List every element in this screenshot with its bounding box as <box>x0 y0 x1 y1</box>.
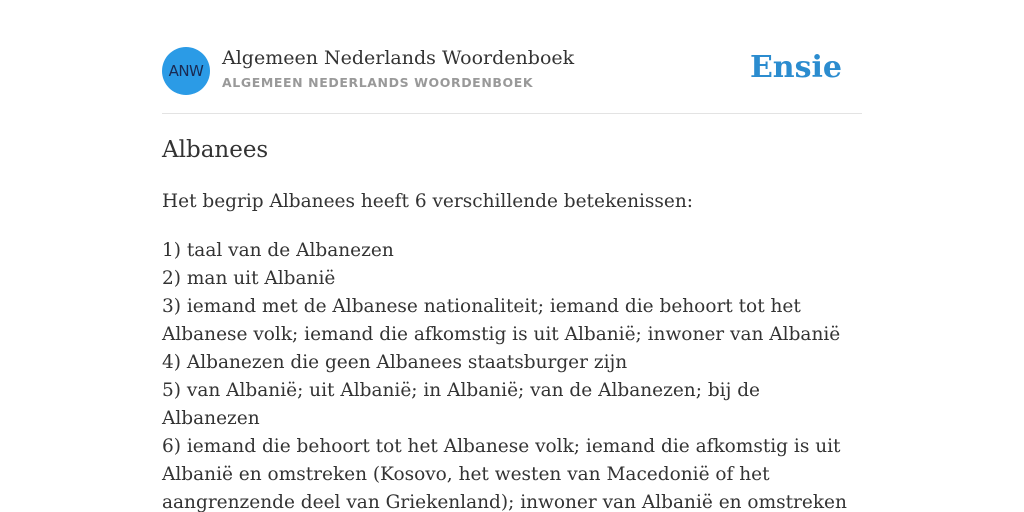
entry-word-title: Albanees <box>162 137 269 163</box>
meaning-item: 5) van Albanië; uit Albanië; in Albanië; van de Albanezen; bij de Albanezen <box>162 380 760 429</box>
meaning-item: 2) man uit Albanië <box>162 268 336 289</box>
meaning-item: 3) iemand met de Albanese nationaliteit; iemand die behoort tot het Albanese volk; iemand die afkomstig is uit Albanië; inwoner van Albanië <box>162 296 841 345</box>
entry-intro: Het begrip Albanees heeft 6 verschillende betekenissen: <box>162 191 694 212</box>
anw-logo[interactable]: ANW <box>162 47 210 95</box>
source-subtitle: ALGEMEEN NEDERLANDS WOORDENBOEK <box>222 75 534 90</box>
meaning-item: 6) iemand die behoort tot het Albanese volk; iemand die afkomstig is uit Albanië en omstreken (Kosovo, het westen van Macedonië of het aangrenzende deel van Griekenland); inwoner van Albanië en omstreken <box>162 436 847 512</box>
meaning-item: 4) Albanezen die geen Albanees staatsburger zijn <box>162 352 628 373</box>
ensie-brand-logo[interactable]: Ensie <box>749 50 842 85</box>
meaning-item: 1) taal van de Albanezen <box>162 240 394 261</box>
source-header <box>162 46 862 96</box>
meanings-list <box>162 237 862 512</box>
header-divider <box>162 113 862 114</box>
source-title[interactable]: Algemeen Nederlands Woordenboek <box>222 47 575 69</box>
